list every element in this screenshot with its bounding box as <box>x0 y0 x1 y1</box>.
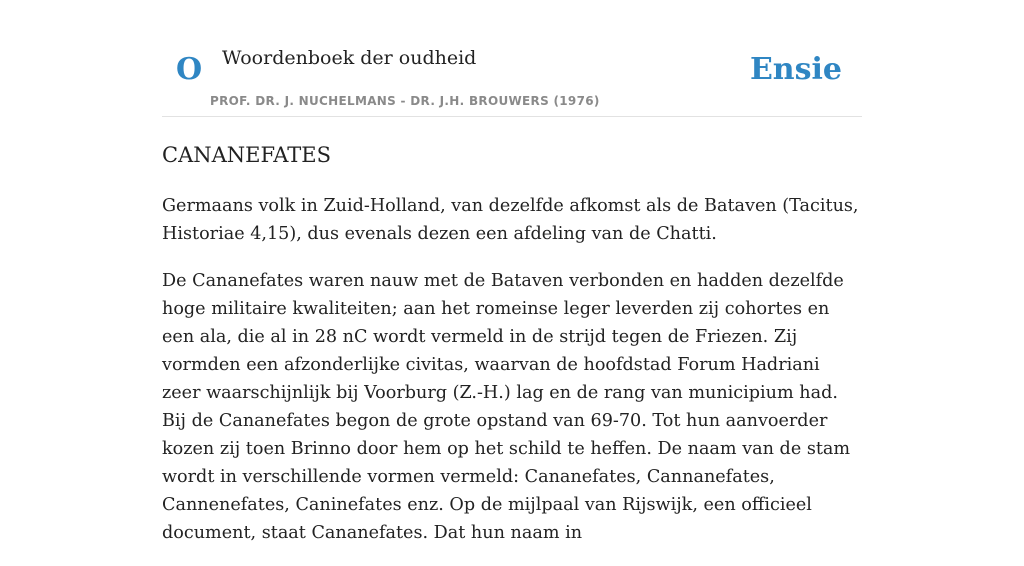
source-header <box>162 0 862 117</box>
entry-paragraph: Germaans volk in Zuid-Holland, van dezelfde afkomst als de Bataven (Tacitus, Historiae 4,15), dus evenals dezen een afdeling van de Chatti. <box>162 196 859 244</box>
brand-logo-link[interactable]: Ensie <box>749 52 842 87</box>
book-authors: PROF. DR. J. NUCHELMANS - DR. J.H. BROUWERS (1976) <box>210 94 600 108</box>
book-title[interactable]: Woordenboek der oudheid <box>222 47 477 69</box>
entry-paragraph: De Cananefates waren nauw met de Bataven verbonden en hadden dezelfde hoge militaire kwaliteiten; aan het romeinse leger leverden zij cohortes en een ala, die al in 28 nC wordt vermeld in de strijd tegen de Friezen. Zij vormden een afzonderlijke civitas, waarvan de hoofdstad Forum Hadriani zeer waarschijnlijk bij Voorburg (Z.-H.) lag en de rang van municipium had. Bij de Cananefates begon de grote opstand van 69-70. Tot hun aanvoerder kozen zij toen Brinno door hem op het schild te heffen. De naam van de stam wordt in verschillende vormen vermeld: Cananefates, Cannanefates, Cannenefates, Caninefates enz. Op de mijlpaal van Rijswijk, een officieel document, staat Cananefates. Dat hun naam in <box>162 271 851 543</box>
page <box>162 0 862 543</box>
entry-body <box>162 192 862 566</box>
entry-title: CANANEFATES <box>162 143 331 167</box>
section-letter[interactable]: O <box>176 52 203 87</box>
